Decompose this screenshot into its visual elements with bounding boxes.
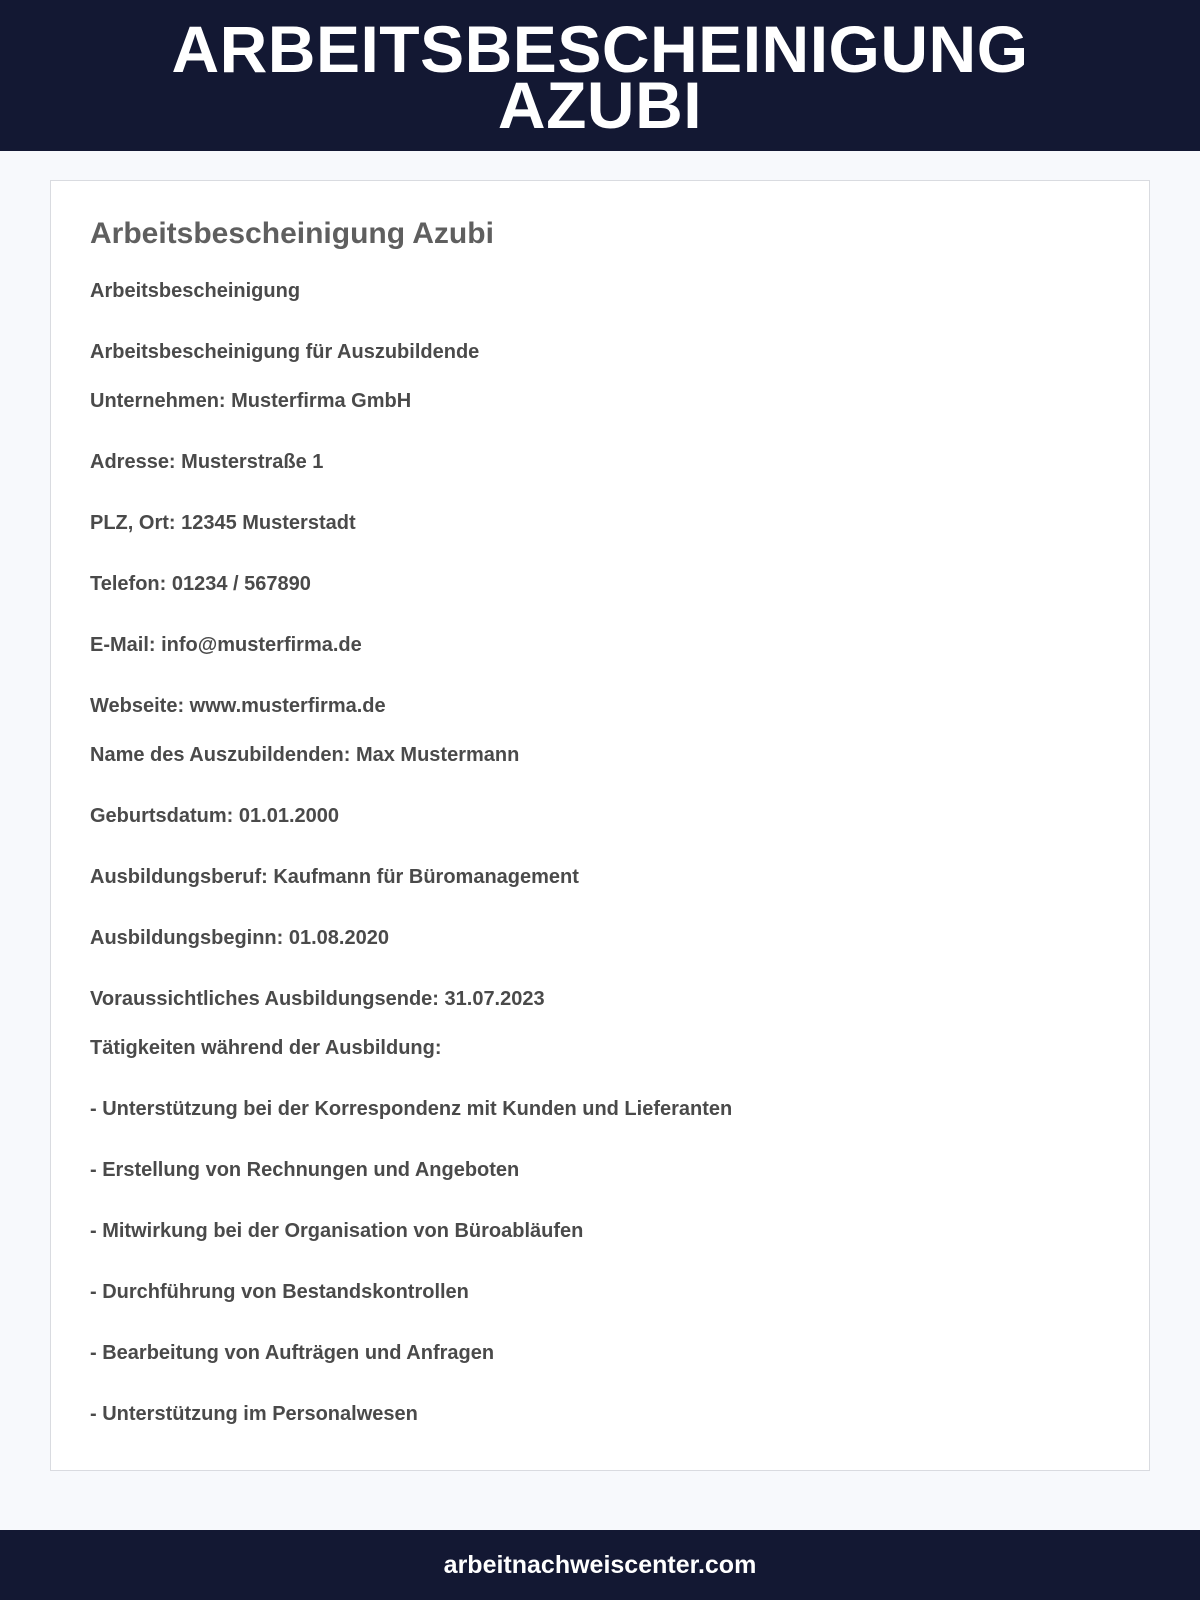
document-heading: Arbeitsbescheinigung Azubi bbox=[90, 217, 494, 250]
document-line: Geburtsdatum: 01.01.2000 bbox=[90, 805, 339, 827]
document-list-item: - Mitwirkung bei der Organisation von Büroabläufen bbox=[90, 1220, 584, 1242]
document-line: Telefon: 01234 / 567890 bbox=[90, 573, 311, 595]
document-line: Adresse: Musterstraße 1 bbox=[90, 451, 324, 473]
document-line: PLZ, Ort: 12345 Musterstadt bbox=[90, 512, 356, 534]
document-line: Ausbildungsberuf: Kaufmann für Büromanagement bbox=[90, 866, 579, 888]
banner-title-line-2: AZUBI bbox=[497, 67, 703, 142]
footer-site-link[interactable]: arbeitnachweiscenter.com bbox=[443, 1550, 757, 1579]
document-line: Arbeitsbescheinigung für Auszubildende bbox=[90, 341, 480, 363]
document-line: Arbeitsbescheinigung bbox=[90, 280, 301, 302]
document-list-item: - Erstellung von Rechnungen und Angeboten bbox=[90, 1159, 520, 1181]
document-line: Ausbildungsbeginn: 01.08.2020 bbox=[90, 927, 389, 949]
document-line: Tätigkeiten während der Ausbildung: bbox=[90, 1037, 442, 1059]
document-line: Webseite: www.musterfirma.de bbox=[90, 695, 386, 717]
document-line: E-Mail: info@musterfirma.de bbox=[90, 634, 362, 656]
document-line: Unternehmen: Musterfirma GmbH bbox=[90, 390, 412, 412]
document-list-item: - Bearbeitung von Aufträgen und Anfragen bbox=[90, 1342, 495, 1364]
banner-title-line-1: ARBEITSBESCHEINIGUNG bbox=[171, 11, 1029, 86]
document-line: Name des Auszubildenden: Max Mustermann bbox=[90, 744, 520, 766]
document-list-item: - Unterstützung bei der Korrespondenz mit Kunden und Lieferanten bbox=[90, 1098, 733, 1120]
document-list-item: - Durchführung von Bestandskontrollen bbox=[90, 1281, 469, 1303]
document-line: Voraussichtliches Ausbildungsende: 31.07.2023 bbox=[90, 988, 545, 1010]
title-banner bbox=[0, 0, 1200, 151]
document-card bbox=[50, 180, 1150, 1471]
document-list-item: - Unterstützung im Personalwesen bbox=[90, 1403, 418, 1425]
site-footer bbox=[0, 1530, 1200, 1600]
